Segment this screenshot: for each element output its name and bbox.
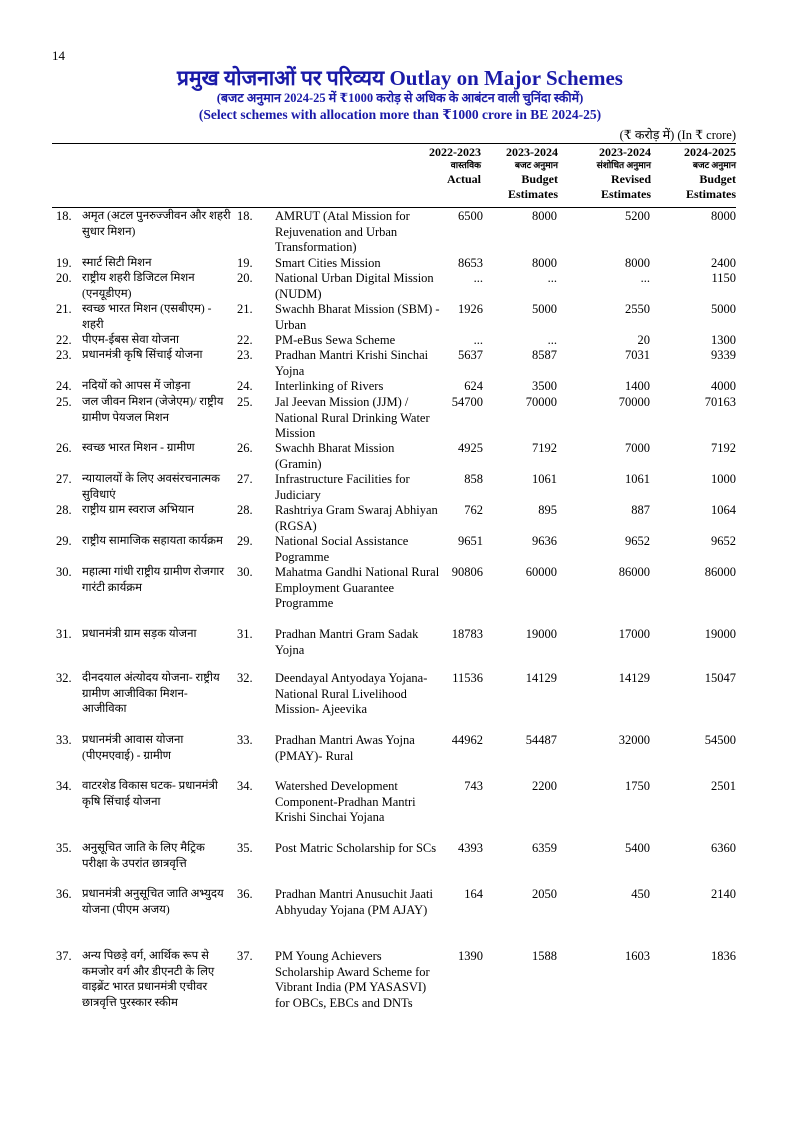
scheme-name-hindi: अन्य पिछड़े वर्ग, आर्थिक रूप से कमजोर वर्ग और डीएनटी के लिए वाइब्रेंट भारत प्रधानमंत्री एचीवर छात्रवृत्ति पुरस्कार स्कीम bbox=[82, 950, 215, 1009]
value-re-2023: 8000 bbox=[625, 256, 650, 270]
value-be-2024: 9652 bbox=[711, 534, 736, 548]
scheme-name-hindi: राष्ट्रीय ग्राम स्वराज अभियान bbox=[82, 504, 194, 516]
value-actual-2022: 90806 bbox=[451, 565, 483, 579]
column-header-re-2023: 2023-2024 संशोधित अनुमान Revised Estimates bbox=[596, 145, 651, 201]
row-number-english: 37. bbox=[237, 949, 253, 963]
value-actual-2022: 11536 bbox=[452, 671, 483, 685]
value-re-2023: 70000 bbox=[618, 395, 650, 409]
value-actual-2022: 8653 bbox=[458, 256, 483, 270]
scheme-name-hindi: अमृत (अटल पुनरुज्जीवन और शहरी सुधार मिशन) bbox=[82, 210, 231, 238]
value-be-2024: 1150 bbox=[711, 271, 736, 285]
value-actual-2022: 18783 bbox=[451, 627, 483, 641]
value-be-2023: 7192 bbox=[532, 441, 557, 455]
value-actual-2022: 5637 bbox=[458, 348, 483, 362]
row-number-hindi: 35. bbox=[56, 841, 72, 855]
value-actual-2022: 54700 bbox=[451, 395, 483, 409]
scheme-name-english: National Urban Digital Mission (NUDM) bbox=[275, 271, 434, 301]
scheme-name-english: Rashtriya Gram Swaraj Abhiyan (RGSA) bbox=[275, 503, 438, 533]
row-number-english: 30. bbox=[237, 565, 253, 579]
row-number-english: 18. bbox=[237, 209, 253, 223]
row-number-hindi: 18. bbox=[56, 209, 72, 223]
value-be-2023: 6359 bbox=[532, 841, 557, 855]
scheme-name-english: Pradhan Mantri Gram Sadak Yojna bbox=[275, 627, 419, 657]
scheme-name-english: AMRUT (Atal Mission for Rejuvenation and Urban Transformation) bbox=[275, 209, 410, 254]
header-rule-bottom bbox=[52, 207, 736, 208]
value-be-2024: 1836 bbox=[711, 949, 736, 963]
scheme-name-hindi: प्रधानमंत्री ग्राम सड़क योजना bbox=[82, 628, 197, 640]
row-number-hindi: 34. bbox=[56, 779, 72, 793]
row-number-english: 32. bbox=[237, 671, 253, 685]
value-be-2023: 5000 bbox=[532, 302, 557, 316]
value-be-2024: 19000 bbox=[704, 627, 736, 641]
value-re-2023: 32000 bbox=[618, 733, 650, 747]
row-number-hindi: 32. bbox=[56, 671, 72, 685]
scheme-name-hindi: अनुसूचित जाति के लिए मैट्रिक परीक्षा के उपरांत छात्रवृत्ति bbox=[82, 842, 205, 870]
header-rule-top bbox=[52, 143, 736, 144]
value-re-2023: 9652 bbox=[625, 534, 650, 548]
column-header-be-2024: 2024-2025 बजट अनुमान Budget Estimates bbox=[684, 145, 736, 201]
scheme-name-english: PM-eBus Sewa Scheme bbox=[275, 333, 396, 347]
row-number-english: 19. bbox=[237, 256, 253, 270]
value-be-2024: 6360 bbox=[711, 841, 736, 855]
value-be-2023: 8000 bbox=[532, 209, 557, 223]
value-actual-2022: 44962 bbox=[451, 733, 483, 747]
column-header-actual-2022: 2022-2023 वास्तविक Actual bbox=[429, 145, 481, 186]
scheme-name-hindi: स्वच्छ भारत मिशन (एसबीएम) - शहरी bbox=[82, 303, 212, 331]
value-be-2023: 3500 bbox=[532, 379, 557, 393]
value-be-2023: 19000 bbox=[525, 627, 557, 641]
row-number-hindi: 28. bbox=[56, 503, 72, 517]
row-number-english: 36. bbox=[237, 887, 253, 901]
value-actual-2022: ... bbox=[473, 333, 483, 347]
row-number-hindi: 22. bbox=[56, 333, 72, 347]
value-be-2023: 1588 bbox=[532, 949, 557, 963]
value-be-2024: 9339 bbox=[711, 348, 736, 362]
value-actual-2022: ... bbox=[473, 271, 483, 285]
scheme-name-hindi: प्रधानमंत्री अनुसूचित जाति अभ्युदय योजना (पीएम अजय) bbox=[82, 888, 224, 916]
value-be-2023: 895 bbox=[538, 503, 557, 517]
value-re-2023: 2550 bbox=[625, 302, 650, 316]
scheme-name-english: Jal Jeevan Mission (JJM) / National Rural Drinking Water Mission bbox=[275, 395, 430, 440]
scheme-name-hindi: स्मार्ट सिटी मिशन bbox=[82, 257, 152, 269]
value-re-2023: 1400 bbox=[625, 379, 650, 393]
title-block bbox=[0, 66, 800, 123]
value-re-2023: 1603 bbox=[625, 949, 650, 963]
value-be-2023: 2200 bbox=[532, 779, 557, 793]
row-number-english: 20. bbox=[237, 271, 253, 285]
value-be-2024: 2140 bbox=[711, 887, 736, 901]
row-number-hindi: 33. bbox=[56, 733, 72, 747]
value-be-2024: 1000 bbox=[711, 472, 736, 486]
row-number-hindi: 30. bbox=[56, 565, 72, 579]
value-be-2024: 2400 bbox=[711, 256, 736, 270]
value-re-2023: 1750 bbox=[625, 779, 650, 793]
value-actual-2022: 762 bbox=[464, 503, 483, 517]
scheme-name-hindi: प्रधानमंत्री आवास योजना (पीएमएवाई) - ग्रामीण bbox=[82, 734, 184, 762]
value-be-2023: 8587 bbox=[532, 348, 557, 362]
value-re-2023: 1061 bbox=[625, 472, 650, 486]
value-be-2023: ... bbox=[547, 333, 557, 347]
row-number-hindi: 19. bbox=[56, 256, 72, 270]
value-be-2023: 14129 bbox=[525, 671, 557, 685]
value-be-2024: 54500 bbox=[704, 733, 736, 747]
scheme-name-hindi: न्यायालयों के लिए अवसंरचनात्मक सुविधाएं bbox=[82, 473, 220, 501]
scheme-name-english: Interlinking of Rivers bbox=[275, 379, 384, 393]
scheme-name-hindi: पीएम-ईबस सेवा योजना bbox=[82, 334, 180, 346]
scheme-name-hindi: वाटरशेड विकास घटक- प्रधानमंत्री कृषि सिंचाई योजना bbox=[82, 780, 218, 808]
scheme-name-english: Swachh Bharat Mission (Gramin) bbox=[275, 441, 395, 471]
page-number: 14 bbox=[52, 48, 65, 63]
column-header-be-2023: 2023-2024 बजट अनुमान Budget Estimates bbox=[506, 145, 558, 201]
value-actual-2022: 743 bbox=[464, 779, 483, 793]
row-number-hindi: 31. bbox=[56, 627, 72, 641]
scheme-name-english: Mahatma Gandhi National Rural Employment Guarantee Programme bbox=[275, 565, 440, 610]
row-number-hindi: 20. bbox=[56, 271, 72, 285]
scheme-name-hindi: महात्मा गांधी राष्ट्रीय ग्रामीण रोजगार गारंटी क्रार्यक्रम bbox=[82, 566, 225, 594]
value-be-2023: 9636 bbox=[532, 534, 557, 548]
value-actual-2022: 164 bbox=[464, 887, 483, 901]
value-be-2023: 70000 bbox=[525, 395, 557, 409]
row-number-hindi: 37. bbox=[56, 949, 72, 963]
value-re-2023: 7031 bbox=[625, 348, 650, 362]
value-be-2024: 70163 bbox=[704, 395, 736, 409]
scheme-name-english: Smart Cities Mission bbox=[275, 256, 381, 270]
value-be-2024: 2501 bbox=[711, 779, 736, 793]
row-number-english: 33. bbox=[237, 733, 253, 747]
scheme-name-english: Pradhan Mantri Krishi Sinchai Yojna bbox=[275, 348, 429, 378]
scheme-name-english: Post Matric Scholarship for SCs bbox=[275, 841, 437, 855]
value-be-2024: 7192 bbox=[711, 441, 736, 455]
scheme-name-english: PM Young Achievers Scholarship Award Scheme for Vibrant India (PM YASASVI) for OBCs, EBCs and DNTs bbox=[275, 949, 430, 1010]
value-re-2023: 5400 bbox=[625, 841, 650, 855]
scheme-name-english: Watershed Development Component-Pradhan Mantri Krishi Sinchai Yojana bbox=[275, 779, 416, 824]
value-actual-2022: 4393 bbox=[458, 841, 483, 855]
value-be-2024: 86000 bbox=[704, 565, 736, 579]
value-re-2023: 7000 bbox=[625, 441, 650, 455]
scheme-name-english: Deendayal Antyodaya Yojana-National Rural Livelihood Mission- Ajeevika bbox=[275, 671, 428, 716]
row-number-english: 27. bbox=[237, 472, 253, 486]
row-number-hindi: 21. bbox=[56, 302, 72, 316]
row-number-hindi: 25. bbox=[56, 395, 72, 409]
value-re-2023: 17000 bbox=[618, 627, 650, 641]
value-actual-2022: 1926 bbox=[458, 302, 483, 316]
scheme-name-hindi: दीनदयाल अंत्योदय योजना- राष्ट्रीय ग्रामीण आजीविका मिशन-आजीविका bbox=[82, 672, 220, 715]
row-number-english: 23. bbox=[237, 348, 253, 362]
value-be-2023: 8000 bbox=[532, 256, 557, 270]
row-number-hindi: 23. bbox=[56, 348, 72, 362]
value-re-2023: 887 bbox=[631, 503, 650, 517]
value-be-2024: 15047 bbox=[704, 671, 736, 685]
value-re-2023: 14129 bbox=[618, 671, 650, 685]
value-re-2023: ... bbox=[640, 271, 650, 285]
unit-note: (₹ करोड़ में) (In ₹ crore) bbox=[619, 128, 736, 142]
row-number-english: 28. bbox=[237, 503, 253, 517]
value-be-2024: 5000 bbox=[711, 302, 736, 316]
scheme-name-hindi: स्वच्छ भारत मिशन - ग्रामीण bbox=[82, 442, 195, 454]
value-re-2023: 20 bbox=[637, 333, 650, 347]
row-number-english: 22. bbox=[237, 333, 253, 347]
scheme-name-english: Pradhan Mantri Anusuchit Jaati Abhyuday Yojana (PM AJAY) bbox=[275, 887, 433, 917]
value-be-2023: 60000 bbox=[525, 565, 557, 579]
value-be-2024: 1064 bbox=[711, 503, 736, 517]
scheme-name-hindi: प्रधानमंत्री कृषि सिंचाई योजना bbox=[82, 349, 203, 361]
value-re-2023: 86000 bbox=[618, 565, 650, 579]
scheme-name-hindi: राष्ट्रीय शहरी डिजिटल मिशन (एनयूडीएम) bbox=[82, 272, 195, 300]
scheme-name-english: Swachh Bharat Mission (SBM) - Urban bbox=[275, 302, 440, 332]
value-be-2023: ... bbox=[547, 271, 557, 285]
row-number-english: 25. bbox=[237, 395, 253, 409]
row-number-english: 24. bbox=[237, 379, 253, 393]
row-number-hindi: 36. bbox=[56, 887, 72, 901]
value-actual-2022: 1390 bbox=[458, 949, 483, 963]
value-actual-2022: 9651 bbox=[458, 534, 483, 548]
row-number-hindi: 27. bbox=[56, 472, 72, 486]
value-actual-2022: 624 bbox=[464, 379, 483, 393]
scheme-name-english: Infrastructure Facilities for Judiciary bbox=[275, 472, 410, 502]
value-be-2024: 1300 bbox=[711, 333, 736, 347]
row-number-english: 29. bbox=[237, 534, 253, 548]
row-number-hindi: 26. bbox=[56, 441, 72, 455]
value-actual-2022: 858 bbox=[464, 472, 483, 486]
page-title: प्रमुख योजनाओं पर परिव्यय Outlay on Major Schemes bbox=[177, 66, 623, 90]
value-be-2023: 2050 bbox=[532, 887, 557, 901]
scheme-name-hindi: नदियों को आपस में जोड़ना bbox=[82, 380, 191, 392]
scheme-name-hindi: जल जीवन मिशन (जेजेएम)/ राष्ट्रीय ग्रामीण पेयजल मिशन bbox=[82, 396, 224, 424]
value-actual-2022: 6500 bbox=[458, 209, 483, 223]
value-re-2023: 5200 bbox=[625, 209, 650, 223]
row-number-hindi: 24. bbox=[56, 379, 72, 393]
value-re-2023: 450 bbox=[631, 887, 650, 901]
row-number-english: 31. bbox=[237, 627, 253, 641]
row-number-hindi: 29. bbox=[56, 534, 72, 548]
value-be-2024: 4000 bbox=[711, 379, 736, 393]
row-number-english: 21. bbox=[237, 302, 253, 316]
value-be-2023: 1061 bbox=[532, 472, 557, 486]
row-number-english: 35. bbox=[237, 841, 253, 855]
scheme-name-english: National Social Assistance Pogramme bbox=[275, 534, 409, 564]
subtitle-hindi: (बजट अनुमान 2024-25 में ₹1000 करोड़ से अधिक के आबंटन वाली चुनिंदा स्कीमें) bbox=[216, 91, 584, 105]
scheme-name-english: Pradhan Mantri Awas Yojna (PMAY)- Rural bbox=[275, 733, 415, 763]
row-number-english: 26. bbox=[237, 441, 253, 455]
value-actual-2022: 4925 bbox=[458, 441, 483, 455]
row-number-english: 34. bbox=[237, 779, 253, 793]
value-be-2023: 54487 bbox=[525, 733, 557, 747]
value-be-2024: 8000 bbox=[711, 209, 736, 223]
scheme-name-hindi: राष्ट्रीय सामाजिक सहायता कार्यक्रम bbox=[82, 535, 223, 547]
subtitle-english: (Select schemes with allocation more than ₹1000 crore in BE 2024-25) bbox=[198, 107, 602, 122]
